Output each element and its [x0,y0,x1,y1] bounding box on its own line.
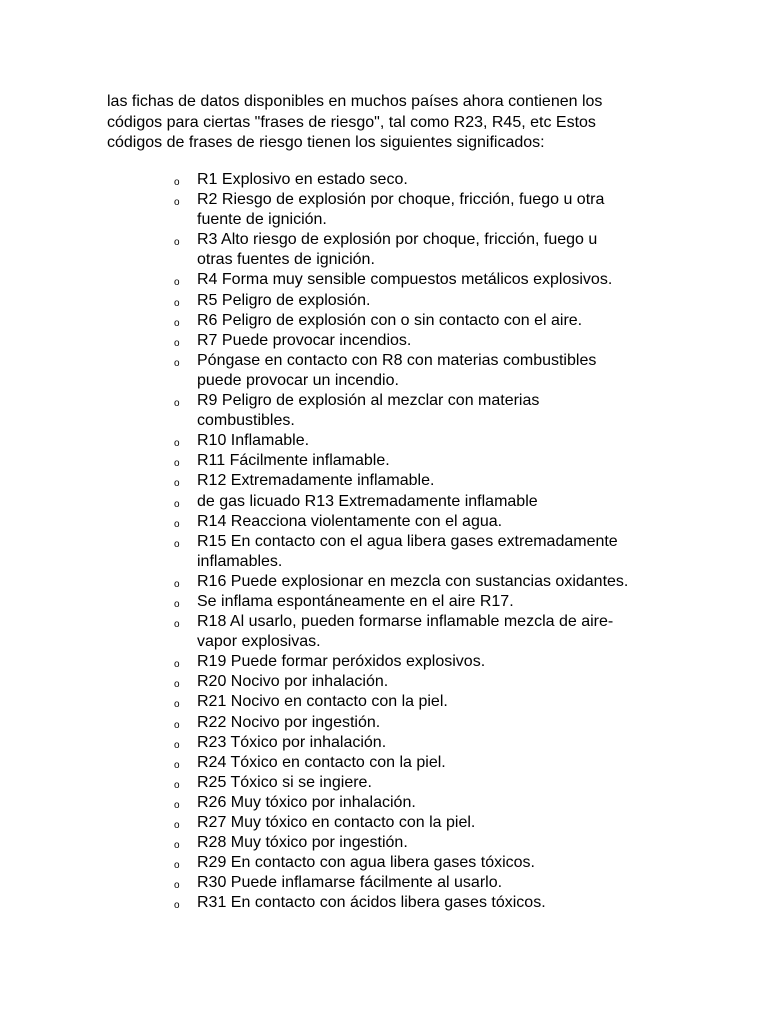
bullet-circle-icon: o [174,840,180,852]
risk-phrase-item [174,873,674,893]
bullet-circle-icon: o [174,598,180,610]
risk-phrase-item [174,431,674,451]
bullet-circle-icon: o [174,860,180,872]
bullet-circle-icon: o [174,498,180,510]
risk-phrase-item [174,813,674,833]
risk-phrase-item [174,291,674,311]
bullet-circle-icon: o [174,699,180,711]
bullet-circle-icon: o [174,277,180,289]
risk-phrase-item [174,833,674,853]
risk-phrase-text: R15 En contacto con el agua libera gases extremadamente [197,532,618,550]
risk-phrase-item [174,672,674,692]
risk-phrase-item [174,572,674,592]
risk-phrase-text: R31 En contacto con ácidos libera gases tóxicos. [197,894,546,912]
risk-phrase-text: Se inflama espontáneamente en el aire R17. [197,592,514,610]
bullet-circle-icon: o [174,679,180,691]
risk-phrase-item [174,893,674,913]
risk-phrase-text: R5 Peligro de explosión. [197,291,371,309]
bullet-circle-icon: o [174,578,180,590]
risk-phrase-text: inflamables. [197,552,283,570]
risk-phrase-item [174,230,674,270]
risk-phrase-text: R23 Tóxico por inhalación. [197,733,387,751]
risk-phrase-text: otras fuentes de ignición. [197,251,375,269]
risk-phrase-text: R29 En contacto con agua libera gases tóxicos. [197,854,535,872]
risk-phrase-text: R30 Puede inflamarse fácilmente al usarlo. [197,874,503,892]
bullet-circle-icon: o [174,538,180,550]
risk-phrase-text: R25 Tóxico si se ingiere. [197,773,372,791]
bullet-circle-icon: o [174,237,180,249]
risk-phrase-text: R28 Muy tóxico por ingestión. [197,834,408,852]
risk-phrase-item [174,692,674,712]
risk-phrase-item [174,512,674,532]
intro-line: códigos de frases de riesgo tienen los siguientes significados: [107,134,545,151]
risk-phrase-item [174,652,674,672]
risk-phrase-text: R18 Al usarlo, pueden formarse inflamable mezcla de aire- [197,613,614,631]
risk-phrase-item [174,773,674,793]
risk-phrase-item [174,451,674,471]
risk-phrase-item [174,471,674,491]
risk-phrase-item [174,592,674,612]
risk-phrase-text: R12 Extremadamente inflamable. [197,472,435,490]
bullet-circle-icon: o [174,398,180,410]
risk-phrase-item [174,270,674,290]
risk-phrase-item [174,351,674,391]
risk-phrase-text: vapor explosivas. [197,633,321,651]
bullet-circle-icon: o [174,759,180,771]
bullet-circle-icon: o [174,880,180,892]
risk-phrase-item [174,713,674,733]
risk-phrase-text: R3 Alto riesgo de explosión por choque, fricción, fuego u [197,231,598,249]
risk-phrase-item [174,492,674,512]
bullet-circle-icon: o [174,317,180,329]
bullet-circle-icon: o [174,659,180,671]
bullet-circle-icon: o [174,820,180,831]
risk-phrase-text: R26 Muy tóxico por inhalación. [197,793,416,811]
risk-phrase-text: R19 Puede formar peróxidos explosivos. [197,653,486,671]
risk-phrase-text: combustibles. [197,412,295,430]
bullet-circle-icon: o [174,458,180,470]
risk-phrase-text: R6 Peligro de explosión con o sin contacto con el aire. [197,311,583,329]
risk-phrase-text: puede provocar un incendio. [197,371,399,389]
risk-phrase-text: R22 Nocivo por ingestión. [197,713,381,731]
risk-phrase-item [174,311,674,331]
risk-phrase-item [174,793,674,813]
bullet-circle-icon: o [174,719,180,731]
risk-phrase-text: R27 Muy tóxico en contacto con la piel. [197,814,476,831]
risk-phrase-item [174,532,674,572]
bullet-circle-icon: o [174,900,180,912]
risk-phrase-list [174,170,674,913]
bullet-circle-icon: o [174,177,180,188]
intro-line: las fichas de datos disponibles en muchos países ahora contienen los [107,93,603,110]
bullet-circle-icon: o [174,337,180,349]
bullet-circle-icon: o [174,438,180,450]
risk-phrase-text: R16 Puede explosionar en mezcla con sustancias oxidantes. [197,572,629,590]
intro-paragraph [107,92,667,154]
intro-line: códigos para ciertas "frases de riesgo", tal como R23, R45, etc Estos [107,113,596,131]
risk-phrase-text: R24 Tóxico en contacto con la piel. [197,753,446,771]
bullet-circle-icon: o [174,619,180,631]
risk-phrase-item [174,753,674,773]
bullet-circle-icon: o [174,518,180,530]
risk-phrase-text: fuente de ignición. [197,211,327,229]
risk-phrase-item [174,853,674,873]
risk-phrase-text: de gas licuado R13 Extremadamente inflamable [197,492,538,510]
bullet-circle-icon: o [174,799,180,811]
bullet-circle-icon: o [174,779,180,791]
risk-phrase-text: R20 Nocivo por inhalación. [197,673,389,691]
risk-phrase-item [174,170,674,190]
bullet-circle-icon: o [174,357,180,369]
risk-phrase-item [174,331,674,351]
risk-phrase-text: R7 Puede provocar incendios. [197,331,412,349]
risk-phrase-text: R14 Reacciona violentamente con el agua. [197,512,503,530]
bullet-circle-icon: o [174,478,180,490]
risk-phrase-item [174,391,674,431]
risk-phrase-text: R1 Explosivo en estado seco. [197,171,408,188]
risk-phrase-text: R21 Nocivo en contacto con la piel. [197,693,448,711]
risk-phrase-item [174,733,674,753]
risk-phrase-text: R11 Fácilmente inflamable. [197,452,390,470]
risk-phrase-text: R10 Inflamable. [197,432,310,450]
risk-phrase-item [174,612,674,652]
bullet-circle-icon: o [174,739,180,751]
bullet-circle-icon: o [174,197,180,209]
risk-phrase-item [174,190,674,230]
risk-phrase-text: Póngase en contacto con R8 con materias combustibles [197,351,597,369]
risk-phrase-text: R2 Riesgo de explosión por choque, fricción, fuego u otra [197,191,605,209]
bullet-circle-icon: o [174,297,180,309]
risk-phrase-text: R4 Forma muy sensible compuestos metálicos explosivos. [197,271,613,289]
risk-phrase-text: R9 Peligro de explosión al mezclar con materias [197,392,540,410]
